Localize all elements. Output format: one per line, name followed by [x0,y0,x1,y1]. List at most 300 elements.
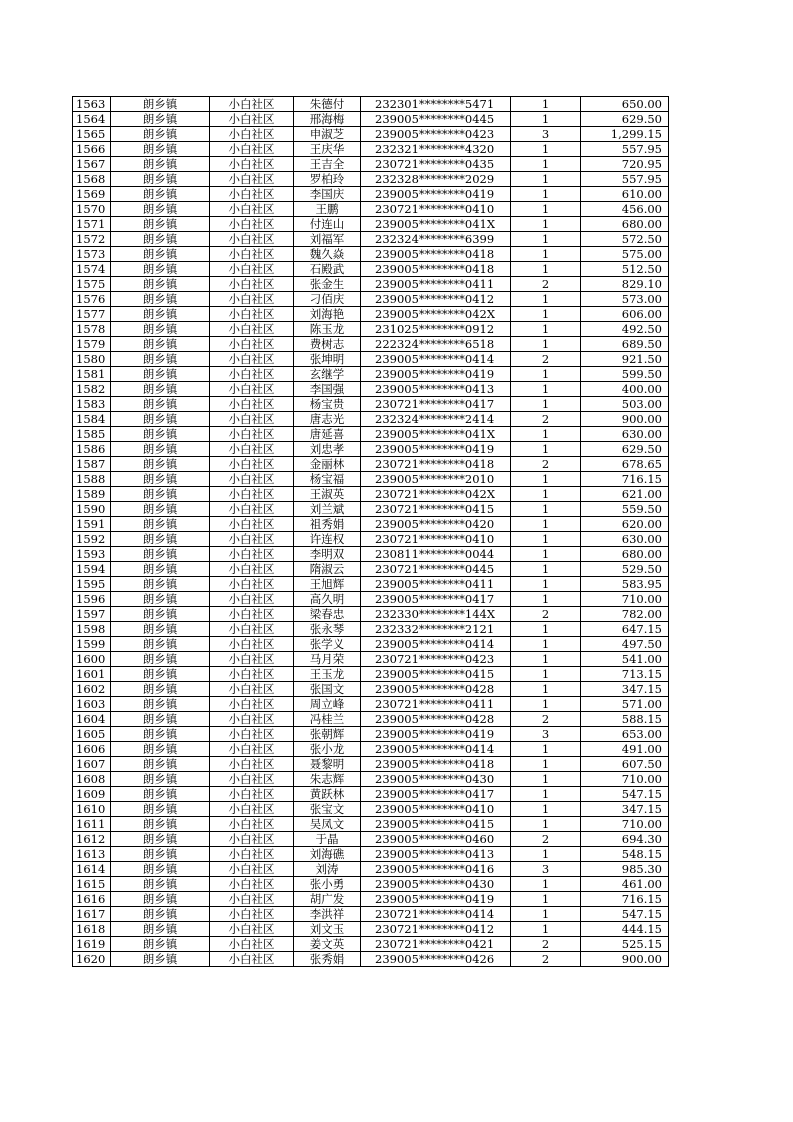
table-row [73,697,669,712]
name-cell: 唐延喜 [294,427,361,442]
town-cell: 朗乡镇 [111,442,210,457]
town-cell: 朗乡镇 [111,892,210,907]
amount-cell: 525.15 [581,937,669,952]
town-cell: 朗乡镇 [111,157,210,172]
town-cell: 朗乡镇 [111,877,210,892]
household-count-cell: 1 [511,142,581,157]
table-row [73,397,669,412]
row-number: 1613 [73,847,111,862]
table-row [73,832,669,847]
amount-cell: 491.00 [581,742,669,757]
town-cell: 朗乡镇 [111,547,210,562]
community-cell: 小白社区 [210,787,294,802]
amount-cell: 529.50 [581,562,669,577]
id-number-cell: 239005********0415 [361,817,511,832]
name-cell: 李国强 [294,382,361,397]
amount-cell: 583.95 [581,577,669,592]
table-body [73,97,669,967]
town-cell: 朗乡镇 [111,532,210,547]
name-cell: 李国庆 [294,187,361,202]
household-count-cell: 1 [511,652,581,667]
amount-cell: 575.00 [581,247,669,262]
community-cell: 小白社区 [210,772,294,787]
row-number: 1578 [73,322,111,337]
row-number: 1611 [73,817,111,832]
household-count-cell: 2 [511,457,581,472]
table-row [73,727,669,742]
row-number: 1603 [73,697,111,712]
amount-cell: 629.50 [581,112,669,127]
amount-cell: 461.00 [581,877,669,892]
name-cell: 付连山 [294,217,361,232]
id-number-cell: 239005********0419 [361,187,511,202]
id-number-cell: 239005********0413 [361,382,511,397]
household-count-cell: 1 [511,487,581,502]
name-cell: 朱志辉 [294,772,361,787]
community-cell: 小白社区 [210,292,294,307]
community-cell: 小白社区 [210,322,294,337]
id-number-cell: 239005********0411 [361,577,511,592]
name-cell: 于晶 [294,832,361,847]
row-number: 1567 [73,157,111,172]
town-cell: 朗乡镇 [111,847,210,862]
town-cell: 朗乡镇 [111,382,210,397]
household-count-cell: 2 [511,607,581,622]
household-count-cell: 1 [511,307,581,322]
row-number: 1596 [73,592,111,607]
row-number: 1572 [73,232,111,247]
name-cell: 胡广发 [294,892,361,907]
row-number: 1583 [73,397,111,412]
table-row [73,217,669,232]
town-cell: 朗乡镇 [111,487,210,502]
town-cell: 朗乡镇 [111,937,210,952]
amount-cell: 629.50 [581,442,669,457]
amount-cell: 547.15 [581,787,669,802]
table-row [73,97,669,112]
community-cell: 小白社区 [210,532,294,547]
town-cell: 朗乡镇 [111,712,210,727]
community-cell: 小白社区 [210,562,294,577]
name-cell: 王玉龙 [294,667,361,682]
row-number: 1574 [73,262,111,277]
town-cell: 朗乡镇 [111,397,210,412]
id-number-cell: 239005********2010 [361,472,511,487]
name-cell: 张宝文 [294,802,361,817]
community-cell: 小白社区 [210,727,294,742]
community-cell: 小白社区 [210,862,294,877]
id-number-cell: 230721********0423 [361,652,511,667]
table-row [73,337,669,352]
table-row [73,757,669,772]
amount-cell: 512.50 [581,262,669,277]
name-cell: 陈玉龙 [294,322,361,337]
household-count-cell: 1 [511,187,581,202]
amount-cell: 400.00 [581,382,669,397]
name-cell: 罗柏玲 [294,172,361,187]
amount-cell: 606.00 [581,307,669,322]
amount-cell: 557.95 [581,142,669,157]
town-cell: 朗乡镇 [111,427,210,442]
town-cell: 朗乡镇 [111,862,210,877]
id-number-cell: 239005********0418 [361,262,511,277]
amount-cell: 503.00 [581,397,669,412]
table-row [73,277,669,292]
name-cell: 张小勇 [294,877,361,892]
row-number: 1580 [73,352,111,367]
table-row [73,352,669,367]
community-cell: 小白社区 [210,97,294,112]
community-cell: 小白社区 [210,607,294,622]
household-count-cell: 1 [511,922,581,937]
town-cell: 朗乡镇 [111,607,210,622]
amount-cell: 829.10 [581,277,669,292]
amount-cell: 710.00 [581,817,669,832]
table-row [73,607,669,622]
town-cell: 朗乡镇 [111,187,210,202]
town-cell: 朗乡镇 [111,592,210,607]
household-count-cell: 1 [511,817,581,832]
name-cell: 刘涛 [294,862,361,877]
town-cell: 朗乡镇 [111,337,210,352]
amount-cell: 347.15 [581,682,669,697]
name-cell: 石殿武 [294,262,361,277]
town-cell: 朗乡镇 [111,502,210,517]
row-number: 1573 [73,247,111,262]
row-number: 1597 [73,607,111,622]
table-row [73,172,669,187]
amount-cell: 650.00 [581,97,669,112]
household-count-cell: 1 [511,757,581,772]
town-cell: 朗乡镇 [111,697,210,712]
id-number-cell: 230721********0414 [361,907,511,922]
table-row [73,712,669,727]
id-number-cell: 232324********2414 [361,412,511,427]
table-row [73,517,669,532]
household-count-cell: 1 [511,442,581,457]
town-cell: 朗乡镇 [111,127,210,142]
id-number-cell: 230721********0415 [361,502,511,517]
row-number: 1585 [73,427,111,442]
name-cell: 唐志光 [294,412,361,427]
town-cell: 朗乡镇 [111,637,210,652]
name-cell: 王吉全 [294,157,361,172]
community-cell: 小白社区 [210,112,294,127]
household-count-cell: 1 [511,907,581,922]
id-number-cell: 230721********0418 [361,457,511,472]
community-cell: 小白社区 [210,592,294,607]
table-row [73,652,669,667]
community-cell: 小白社区 [210,487,294,502]
table-row [73,532,669,547]
community-cell: 小白社区 [210,307,294,322]
id-number-cell: 230721********0445 [361,562,511,577]
town-cell: 朗乡镇 [111,622,210,637]
table-row [73,232,669,247]
id-number-cell: 230721********0411 [361,697,511,712]
name-cell: 聂黎明 [294,757,361,772]
name-cell: 魏久焱 [294,247,361,262]
community-cell: 小白社区 [210,652,294,667]
town-cell: 朗乡镇 [111,367,210,382]
community-cell: 小白社区 [210,817,294,832]
row-number: 1602 [73,682,111,697]
name-cell: 许连权 [294,532,361,547]
name-cell: 王鹏 [294,202,361,217]
name-cell: 费树志 [294,337,361,352]
table-row [73,562,669,577]
id-number-cell: 232332********2121 [361,622,511,637]
table-row [73,382,669,397]
town-cell: 朗乡镇 [111,307,210,322]
name-cell: 王旭辉 [294,577,361,592]
town-cell: 朗乡镇 [111,262,210,277]
row-number: 1569 [73,187,111,202]
name-cell: 张学义 [294,637,361,652]
community-cell: 小白社区 [210,937,294,952]
table-row [73,637,669,652]
community-cell: 小白社区 [210,382,294,397]
id-number-cell: 239005********0419 [361,367,511,382]
household-count-cell: 1 [511,772,581,787]
household-count-cell: 3 [511,127,581,142]
name-cell: 刘忠孝 [294,442,361,457]
community-cell: 小白社区 [210,337,294,352]
household-count-cell: 1 [511,217,581,232]
town-cell: 朗乡镇 [111,667,210,682]
household-count-cell: 2 [511,952,581,967]
table-row [73,682,669,697]
row-number: 1589 [73,487,111,502]
household-count-cell: 1 [511,262,581,277]
table-row [73,787,669,802]
community-cell: 小白社区 [210,832,294,847]
row-number: 1582 [73,382,111,397]
household-count-cell: 1 [511,742,581,757]
community-cell: 小白社区 [210,472,294,487]
table-row [73,322,669,337]
row-number: 1600 [73,652,111,667]
id-number-cell: 231025********0912 [361,322,511,337]
town-cell: 朗乡镇 [111,802,210,817]
row-number: 1618 [73,922,111,937]
id-number-cell: 239005********0419 [361,727,511,742]
table-row [73,772,669,787]
amount-cell: 497.50 [581,637,669,652]
name-cell: 刘兰斌 [294,502,361,517]
id-number-cell: 239005********0414 [361,352,511,367]
household-count-cell: 3 [511,862,581,877]
name-cell: 黄跃林 [294,787,361,802]
household-count-cell: 1 [511,637,581,652]
amount-cell: 647.15 [581,622,669,637]
household-count-cell: 1 [511,367,581,382]
community-cell: 小白社区 [210,517,294,532]
row-number: 1598 [73,622,111,637]
id-number-cell: 232330********144X [361,607,511,622]
table-row [73,937,669,952]
row-number: 1570 [73,202,111,217]
community-cell: 小白社区 [210,892,294,907]
name-cell: 王庆华 [294,142,361,157]
household-count-cell: 1 [511,292,581,307]
id-number-cell: 232301********5471 [361,97,511,112]
community-cell: 小白社区 [210,352,294,367]
household-count-cell: 1 [511,592,581,607]
community-cell: 小白社区 [210,547,294,562]
town-cell: 朗乡镇 [111,97,210,112]
amount-cell: 547.15 [581,907,669,922]
id-number-cell: 239005********0411 [361,277,511,292]
community-cell: 小白社区 [210,877,294,892]
community-cell: 小白社区 [210,187,294,202]
id-number-cell: 230811********0044 [361,547,511,562]
town-cell: 朗乡镇 [111,142,210,157]
name-cell: 刘海礁 [294,847,361,862]
amount-cell: 716.15 [581,472,669,487]
row-number: 1577 [73,307,111,322]
row-number: 1601 [73,667,111,682]
amount-cell: 607.50 [581,757,669,772]
amount-cell: 680.00 [581,547,669,562]
household-count-cell: 2 [511,712,581,727]
subsidy-table [72,96,669,967]
table-row [73,142,669,157]
table-row [73,847,669,862]
household-count-cell: 1 [511,172,581,187]
row-number: 1605 [73,727,111,742]
table-row [73,592,669,607]
household-count-cell: 1 [511,532,581,547]
amount-cell: 541.00 [581,652,669,667]
amount-cell: 900.00 [581,412,669,427]
community-cell: 小白社区 [210,277,294,292]
household-count-cell: 1 [511,472,581,487]
town-cell: 朗乡镇 [111,322,210,337]
table-row [73,487,669,502]
name-cell: 吴凤文 [294,817,361,832]
town-cell: 朗乡镇 [111,457,210,472]
community-cell: 小白社区 [210,742,294,757]
community-cell: 小白社区 [210,217,294,232]
household-count-cell: 1 [511,682,581,697]
row-number: 1565 [73,127,111,142]
name-cell: 马月荣 [294,652,361,667]
town-cell: 朗乡镇 [111,922,210,937]
household-count-cell: 2 [511,412,581,427]
id-number-cell: 232328********2029 [361,172,511,187]
id-number-cell: 239005********0428 [361,712,511,727]
amount-cell: 347.15 [581,802,669,817]
community-cell: 小白社区 [210,502,294,517]
table-row [73,742,669,757]
table-row [73,952,669,967]
name-cell: 李明双 [294,547,361,562]
name-cell: 杨宝福 [294,472,361,487]
amount-cell: 630.00 [581,532,669,547]
row-number: 1612 [73,832,111,847]
community-cell: 小白社区 [210,457,294,472]
household-count-cell: 1 [511,202,581,217]
table-row [73,547,669,562]
name-cell: 隋淑云 [294,562,361,577]
name-cell: 金丽林 [294,457,361,472]
id-number-cell: 239005********0418 [361,247,511,262]
amount-cell: 557.95 [581,172,669,187]
id-number-cell: 230721********0412 [361,922,511,937]
row-number: 1616 [73,892,111,907]
town-cell: 朗乡镇 [111,907,210,922]
amount-cell: 710.00 [581,592,669,607]
town-cell: 朗乡镇 [111,757,210,772]
amount-cell: 559.50 [581,502,669,517]
household-count-cell: 1 [511,112,581,127]
row-number: 1610 [73,802,111,817]
id-number-cell: 230721********0417 [361,397,511,412]
row-number: 1609 [73,787,111,802]
table-row [73,427,669,442]
household-count-cell: 1 [511,397,581,412]
amount-cell: 716.15 [581,892,669,907]
id-number-cell: 239005********0445 [361,112,511,127]
name-cell: 梁春忠 [294,607,361,622]
id-number-cell: 230721********0435 [361,157,511,172]
household-count-cell: 1 [511,697,581,712]
row-number: 1586 [73,442,111,457]
id-number-cell: 232324********6399 [361,232,511,247]
town-cell: 朗乡镇 [111,817,210,832]
name-cell: 申淑芝 [294,127,361,142]
row-number: 1568 [73,172,111,187]
community-cell: 小白社区 [210,397,294,412]
row-number: 1604 [73,712,111,727]
town-cell: 朗乡镇 [111,352,210,367]
row-number: 1576 [73,292,111,307]
row-number: 1615 [73,877,111,892]
row-number: 1579 [73,337,111,352]
name-cell: 张小龙 [294,742,361,757]
town-cell: 朗乡镇 [111,577,210,592]
household-count-cell: 2 [511,277,581,292]
household-count-cell: 1 [511,337,581,352]
community-cell: 小白社区 [210,712,294,727]
table-row [73,412,669,427]
household-count-cell: 1 [511,247,581,262]
row-number: 1599 [73,637,111,652]
row-number: 1593 [73,547,111,562]
name-cell: 祖秀娟 [294,517,361,532]
row-number: 1588 [73,472,111,487]
name-cell: 玄继学 [294,367,361,382]
row-number: 1606 [73,742,111,757]
amount-cell: 985.30 [581,862,669,877]
household-count-cell: 1 [511,847,581,862]
community-cell: 小白社区 [210,577,294,592]
town-cell: 朗乡镇 [111,172,210,187]
town-cell: 朗乡镇 [111,277,210,292]
town-cell: 朗乡镇 [111,562,210,577]
row-number: 1594 [73,562,111,577]
amount-cell: 689.50 [581,337,669,352]
id-number-cell: 239005********041X [361,427,511,442]
table-row [73,817,669,832]
table-row [73,202,669,217]
table-row [73,802,669,817]
row-number: 1575 [73,277,111,292]
community-cell: 小白社区 [210,622,294,637]
household-count-cell: 1 [511,322,581,337]
community-cell: 小白社区 [210,442,294,457]
